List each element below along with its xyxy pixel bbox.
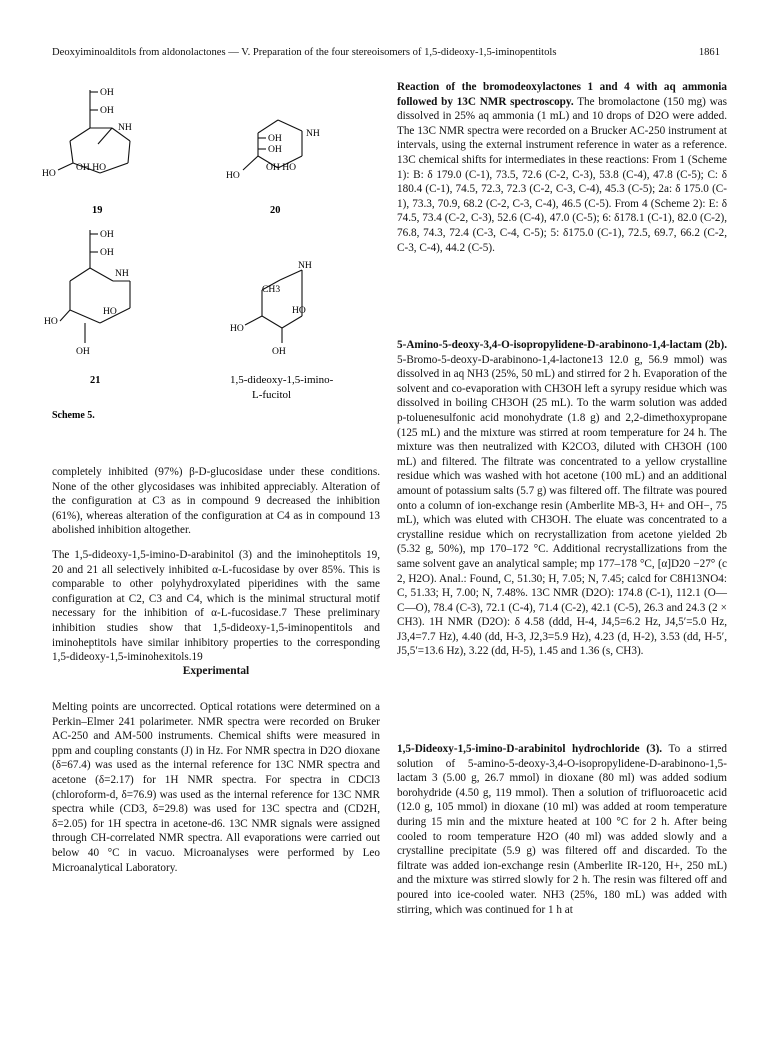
fucitol-label-line2: L-fucitol bbox=[252, 389, 292, 401]
atom-label: OH bbox=[100, 247, 114, 258]
compound-21-label: 21 bbox=[90, 375, 101, 386]
paragraph: completely inhibited (97%) β-D-glucosidase under these conditions. None of the other glycosidases was inhibited appreciably. Alteration of the configuration at C3 as in compound 9 decreased the inhibition (61%), whereas alteration of the configuration at C4 as in compound 13 abolished inhibition altogether. bbox=[52, 466, 380, 537]
atom-label: OH bbox=[272, 346, 286, 357]
atom-label: OH bbox=[100, 105, 114, 116]
running-title: Deoxyiminoalditols from aldonolactones — V. Preparation of the four stereoisomers of 1,5-dideoxy-1,5-iminopentitols bbox=[52, 47, 557, 58]
atom-label: OH bbox=[268, 133, 282, 144]
atom-label: NH bbox=[298, 260, 312, 271]
paragraph bbox=[397, 80, 727, 255]
atom-label: OH HO bbox=[76, 162, 107, 173]
page-number: 1861 bbox=[698, 47, 720, 58]
right-column-section-3 bbox=[397, 742, 727, 917]
paragraph-body: The bromolactone (150 mg) was dissolved in 25% aq ammonia (1 mL) and 10 drops of D2O were added. The 13C NMR spectra were recorded on a Brucker AC-250 instrument at intervals, using the external instrument reference in water as a reference. 13C chemical shifts for intermediates in these reactions: From 1 (Scheme 1): B: δ 179.0 (C-1), 73.5, 72.6 (C-2, C-3), 53.8 (C-4), 47.8 (C-5); C: δ 180.4 (C-1), 74.5, 72.3, 72.3 (C-2, C-3, C-4), 45.3 (C-5); 2a: δ 175.0 (C-1), 73.3, 70.9, 68.2 (C-2, C-3, C-4), 46.5 (C-5). From 4 (Scheme 2): E: δ 74.5, 73.4 (C-2, C-3), 52.6 (C-4), 47.0 (C-5); 6: δ178.1 (C-1), 82.0 (C-2), 76.8, 74.3, 72.4 (C-3, C-4, C-5); 5: δ175.0 (C-1), 72.5, 69.7, 66.2 (C-2, C-3, C-4), 44.2 (C-5). bbox=[397, 95, 727, 254]
paragraph-body: To a stirred solution of 5-amino-5-deoxy-3,4-O-isopropylidene-D-arabinono-1,5-lactam 3 (5.00 g, 26.7 mmol) in dioxane (80 ml) was added sodium borohydride (4.50 g, 119 mmol). Then a solution of trifluoroacetic acid (12.0 g, 105 mmol) in dioxane (10 ml) was added at room temperature during 15 min and the mixture heated at 100 °C for 2 h. After being cooled to room temperature H2O (40 ml) was added slowly and a crystalline precipitate (5.9 g) was filtered off and discarded. To the filtrate was added ion-exchange resin (Amberlite IR-120, H+, 250 mL) and the mixture was stirred slowly for 2 h. The resin was filtered off and poured into ice-cooled water. NH3 (25%, 180 mL) was added with stirring, which was continued for 1 h at bbox=[397, 743, 727, 916]
right-column-section-1 bbox=[397, 80, 727, 255]
atom-label: OH bbox=[100, 229, 114, 240]
paragraph-heading: 1,5-Dideoxy-1,5-imino-D-arabinitol hydrochloride (3). bbox=[397, 743, 663, 755]
paragraph: The 1,5-dideoxy-1,5-imino-D-arabinitol (3) and the iminoheptitols 19, 20 and 21 all selectively inhibited α-L-fucosidase by over 85%. This is comparable to other polyhydroxylated piperidines with the same configuration at C2, C3 and C4, which is the minimal structural motif necessary for the inhibition of α-L-fucosidase.7 These preliminary inhibition studies show that 1,5-dideoxy-1,5-iminopentitols and iminoheptitols have similar inhibitory properties to the corresponding 1,5-dideoxy-1,5-iminohexitols.19 bbox=[52, 549, 380, 664]
atom-label: HO bbox=[230, 323, 244, 334]
section-heading-experimental: Experimental bbox=[182, 665, 250, 677]
fucitol-label-line1: 1,5-dideoxy-1,5-imino- bbox=[230, 374, 334, 386]
atom-label: NH bbox=[118, 122, 132, 133]
scheme-5-structures bbox=[40, 78, 370, 448]
paragraph bbox=[397, 742, 727, 917]
paragraph-heading: Reaction of the bromodeoxylactones 1 and 4 with aq ammonia followed by 13C NMR spectroscopy. bbox=[397, 81, 727, 108]
paragraph bbox=[397, 338, 727, 659]
paragraph-heading: 5-Amino-5-deoxy-3,4-O-isopropylidene-D-arabinono-1,4-lactam (2b). bbox=[397, 339, 727, 351]
atom-label: HO bbox=[103, 306, 117, 317]
left-column-top bbox=[52, 465, 380, 538]
atom-label: OH HO bbox=[266, 162, 297, 173]
atom-label: HO bbox=[292, 305, 306, 316]
atom-label: HO bbox=[226, 170, 240, 181]
atom-label: OH bbox=[268, 144, 282, 155]
right-column-section-2 bbox=[397, 338, 727, 659]
scheme-caption: Scheme 5. bbox=[52, 410, 95, 421]
left-column-bottom bbox=[52, 700, 380, 875]
atom-label: NH bbox=[306, 128, 320, 139]
atom-label: HO bbox=[44, 316, 58, 327]
atom-label: NH bbox=[115, 268, 129, 279]
running-header bbox=[52, 47, 720, 58]
compound-19-label: 19 bbox=[92, 205, 103, 216]
paragraph-body: 5-Bromo-5-deoxy-D-arabinono-1,4-lactone13 12.0 g, 56.9 mmol) was dissolved in aq NH3 (25%, 50 mL) and stirred for 2 h. Evaporation of the solvent and co-evaporation with CH3OH left a syrupy residue which was dissolved in boiling CH3OH (25 mL). To the warm solution was added p-toluenesulfonic acid monohydrate (1.8 g) and 2,2-dimethoxypropane (125 mL) and the mixture was stirred at room temperature for 24 h. The mixture was then neutralized with K2CO3, diluted with CH3OH (100 mL) and filtered. The filtrate was concentrated to a yellow crystalline residue which was washed with hot acetone (100 mL) and an additional amount of potassium salts (5.7 g) was filtered off. The filtrate was poured onto a column of ion-exchange resin (Amberlite MB-3, H+ and OH−, 75 mL), which was eluted with CH3OH. The eluate was concentrated to a crystalline residue which on recrystallization from acetone yielded 2b (5.32 g, 50%), mp 170–172 °C. Additional recrystallizations from the same solvent gave an analytical sample; mp 177–178 °C, [α]D20 −27° (c 2, H2O). Anal.: Found, C, 51.30; H, 7.05; N, 7.45; calcd for C8H13NO4: C, 51.33; H, 7.00; N, 7.48%. 13C NMR (D2O): 174.8 (C-1), 112.1 (O—C—O), 78.4 (C-3), 72.1 (C-4), 71.4 (C-2), 42.1 (C-5), 26.3 and 24.3 (2 × CH3). 1H NMR (D2O): δ 4.58 (ddd, H-4, J4,5=6.2 Hz, J4,5′=5.0 Hz, J3,4=7.7 Hz), 4.40 (dd, H-3, J2,3=5.9 Hz), 4.23 (d, H-2), 3.53 (dd, H-5′, J5,5′=13.6 Hz), 3.22 (dd, H-5), 1.45 and 1.36 (s, CH3). bbox=[397, 353, 727, 658]
atom-label: OH bbox=[100, 87, 114, 98]
paragraph: Melting points are uncorrected. Optical rotations were determined on a Perkin–Elmer 241 polarimeter. NMR spectra were recorded on Bruker AC-250 and AM-500 instruments. Chemical shifts were measured in ppm and coupling constants (J) in Hz. For NMR spectra in D2O dioxane (δ=67.4) was used as the internal reference for 13C NMR spectra and acetone (δ=2.17) for 1H NMR spectra. For spectra in CDCl3 (chloroform-d, δ=76.9) was used as the internal reference for 13C NMR spectra while (CD3, δ=29.8) was used for 13C spectra and (CD2H, δ=2.05) for 1H spectra in acetone-d6. 13C NMR signals were assigned through CH-correlated NMR spectra. All evaporations were carried out below 40 °C in vacuo. Microanalyses were performed by Leo Microanalytical Laboratory. bbox=[52, 701, 380, 874]
atom-label: CH3 bbox=[262, 284, 281, 295]
atom-label: OH bbox=[76, 346, 90, 357]
atom-label: HO bbox=[42, 168, 56, 179]
left-column-middle bbox=[52, 548, 380, 665]
compound-20-label: 20 bbox=[270, 205, 281, 216]
